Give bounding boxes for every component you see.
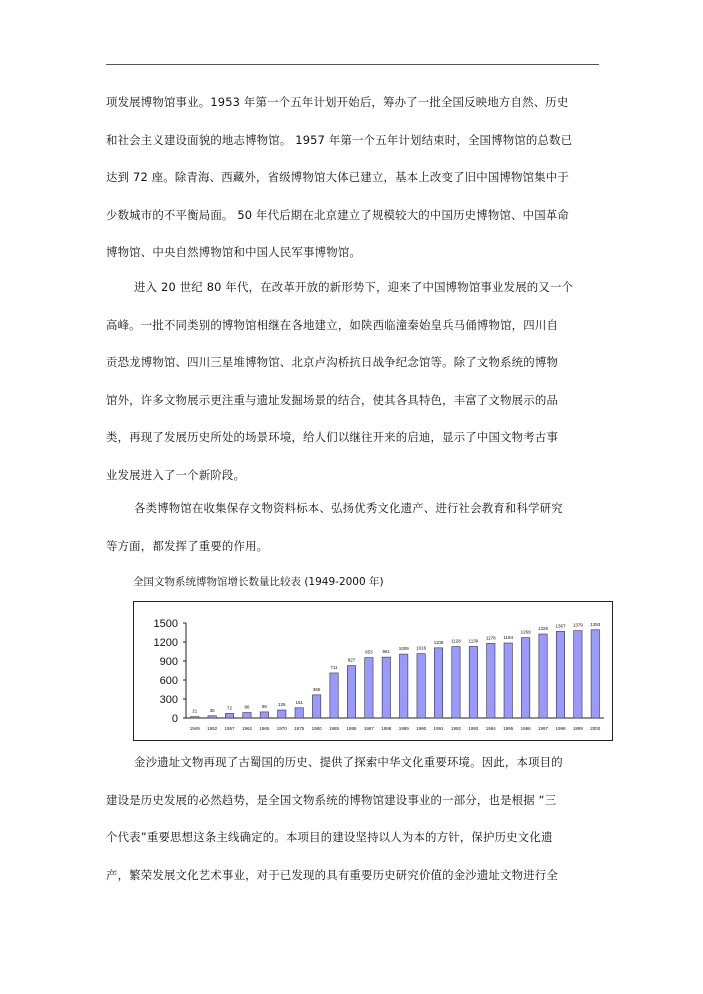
data-label: 1269 bbox=[520, 629, 531, 635]
bar bbox=[225, 713, 233, 718]
x-tick-label: 1986 bbox=[346, 726, 357, 731]
bar bbox=[539, 634, 547, 718]
paragraph-museum-roles bbox=[106, 490, 586, 565]
bar bbox=[312, 695, 320, 718]
data-label: 1367 bbox=[555, 623, 566, 629]
bar bbox=[504, 643, 512, 718]
x-tick-label: 1998 bbox=[555, 726, 566, 731]
data-label: 1178 bbox=[485, 635, 496, 641]
bar bbox=[191, 717, 199, 718]
bar bbox=[278, 710, 286, 718]
data-label: 711 bbox=[330, 664, 338, 670]
bar bbox=[243, 713, 251, 718]
text-line: 博物馆、中央自然博物馆和中国人民军事博物馆。 bbox=[106, 245, 361, 259]
data-label: 827 bbox=[347, 657, 356, 663]
bar bbox=[417, 654, 425, 718]
paragraph-museum-history bbox=[106, 84, 586, 272]
x-tick-label: 1987 bbox=[363, 726, 374, 731]
x-tick-label: 1988 bbox=[381, 726, 392, 731]
x-tick-label: 1965 bbox=[259, 726, 270, 731]
data-label: 1184 bbox=[503, 635, 514, 641]
y-tick-label: 300 bbox=[159, 694, 178, 706]
bar bbox=[487, 643, 495, 718]
chart-caption: 全国文物系统博物馆增长数量比较表 (1949-2000 年) bbox=[133, 576, 384, 588]
bar bbox=[574, 631, 582, 718]
y-tick-label: 900 bbox=[159, 656, 178, 668]
data-label: 365 bbox=[312, 686, 321, 692]
bar bbox=[400, 654, 408, 718]
text-line: 贡恐龙博物馆、四川三星堆博物馆、北京卢沟桥抗日战争纪念馆等。除了文物系统的博物 bbox=[106, 355, 559, 369]
data-label: 72 bbox=[227, 705, 233, 711]
bar bbox=[330, 673, 338, 718]
data-label: 86 bbox=[244, 704, 250, 710]
text-line: 产，繁荣发展文化艺术事业，对于已发现的具有重要历史研究价值的金沙遗址文物进行全 bbox=[106, 867, 559, 882]
bar bbox=[556, 631, 564, 718]
bar bbox=[434, 648, 442, 718]
bar bbox=[591, 630, 599, 718]
x-tick-label: 1962 bbox=[241, 726, 252, 731]
bar bbox=[521, 638, 529, 718]
bar bbox=[382, 657, 390, 718]
data-label: 1393 bbox=[590, 621, 601, 627]
paragraph-jinsha-project bbox=[106, 744, 586, 894]
bar bbox=[365, 658, 373, 718]
x-tick-label: 1993 bbox=[468, 726, 479, 731]
data-label: 961 bbox=[382, 649, 391, 655]
text-line: 建设是历史发展的必然趋势，是全国文物系统的博物馆建设事业的一部分，也是根据 “三 bbox=[106, 792, 557, 807]
x-tick-label: 1995 bbox=[503, 726, 514, 731]
x-tick-label: 1952 bbox=[207, 726, 218, 731]
text-line: 业发展进入了一个新阶段。 bbox=[106, 467, 246, 482]
museum-growth-chart bbox=[133, 601, 613, 741]
data-label: 1128 bbox=[451, 638, 461, 644]
data-label: 1379 bbox=[572, 622, 583, 628]
x-tick-label: 1975 bbox=[294, 726, 305, 731]
x-tick-label: 1997 bbox=[538, 726, 549, 731]
x-tick-label: 1970 bbox=[276, 726, 287, 731]
text-line: 进入 20 世纪 80 年代，在改革开放的新形势下，迎来了中国博物馆事业发展的又一个 bbox=[134, 280, 574, 294]
data-label: 96 bbox=[261, 703, 267, 709]
chart-canvas bbox=[134, 602, 612, 740]
x-tick-label: 1949 bbox=[189, 726, 200, 731]
data-label: 161 bbox=[295, 699, 303, 705]
bar bbox=[295, 708, 303, 718]
text-line: 类，再现了发展历史所处的场景环境，给人们以继往开来的启迪，显示了中国文物考古事 bbox=[106, 430, 559, 444]
x-tick-label: 1985 bbox=[329, 726, 340, 731]
text-line: 和社会主义建设面貌的地志博物馆。 1957 年第一个五年计划结束时，全国博物馆的总数已 bbox=[106, 132, 573, 147]
bar bbox=[469, 646, 477, 718]
bar bbox=[260, 712, 268, 718]
x-tick-label: 1992 bbox=[450, 726, 461, 731]
x-tick-label: 1957 bbox=[224, 726, 235, 731]
data-label: 1130 bbox=[468, 638, 479, 644]
paragraph-eighties-museums bbox=[106, 269, 586, 494]
data-label: 953 bbox=[365, 649, 373, 655]
header-rule bbox=[106, 64, 599, 65]
x-tick-label: 1989 bbox=[398, 726, 409, 731]
data-label: 1016 bbox=[416, 645, 427, 651]
x-tick-label: 1991 bbox=[433, 726, 444, 731]
y-tick-label: 0 bbox=[171, 713, 178, 725]
bar bbox=[452, 647, 460, 718]
text-line: 金沙遗址文物再现了古蜀国的历史、提供了探索中华文化重要环境。因此，本项目的 bbox=[134, 755, 563, 769]
text-line: 馆外，许多文物展示更注重与遗址发掘场景的结合，使其各具特色，丰富了文物展示的品 bbox=[106, 392, 559, 407]
x-tick-label: 1994 bbox=[485, 726, 496, 731]
x-tick-label: 1980 bbox=[311, 726, 322, 731]
text-line: 各类博物馆在收集保存文物资料标本、弘扬优秀文化遗产、进行社会教育和科学研究 bbox=[134, 501, 563, 515]
bar bbox=[208, 716, 216, 718]
data-label: 1326 bbox=[538, 626, 549, 632]
data-label: 1108 bbox=[433, 639, 444, 645]
x-tick-label: 1996 bbox=[520, 726, 531, 731]
bar bbox=[347, 666, 355, 718]
data-label: 1009 bbox=[398, 646, 409, 652]
text-line: 个代表”重要思想这条主线确定的。本项目的建设坚持以人为本的方针，保护历史文化遗 bbox=[106, 830, 553, 844]
x-tick-label: 1999 bbox=[572, 726, 583, 731]
y-tick-label: 1500 bbox=[153, 618, 178, 630]
text-line: 达到 72 座。除青海、西藏外，省级博物馆大体已建立，基本上改变了旧中国博物馆集中于 bbox=[106, 170, 569, 184]
x-tick-label: 1990 bbox=[416, 726, 427, 731]
data-label: 35 bbox=[209, 707, 215, 713]
y-tick-label: 600 bbox=[159, 675, 178, 687]
text-line: 高峰。一批不同类别的博物馆相继在各地建立，如陕西临潼秦始皇兵马俑博物馆，四川自 bbox=[106, 317, 559, 332]
data-label: 126 bbox=[278, 702, 286, 708]
text-line: 等方面，都发挥了重要的作用。 bbox=[106, 538, 269, 553]
y-tick-label: 1200 bbox=[153, 637, 178, 649]
text-line: 项发展博物馆事业。1953 年第一个五年计划开始后，筹办了一批全国反映地方自然、历史 bbox=[106, 95, 569, 109]
data-label: 21 bbox=[192, 708, 198, 714]
x-tick-label: 2000 bbox=[590, 726, 601, 731]
text-line: 少数城市的不平衡局面。 50 年代后期在北京建立了规模较大的中国历史博物馆、中国革命 bbox=[106, 207, 569, 222]
